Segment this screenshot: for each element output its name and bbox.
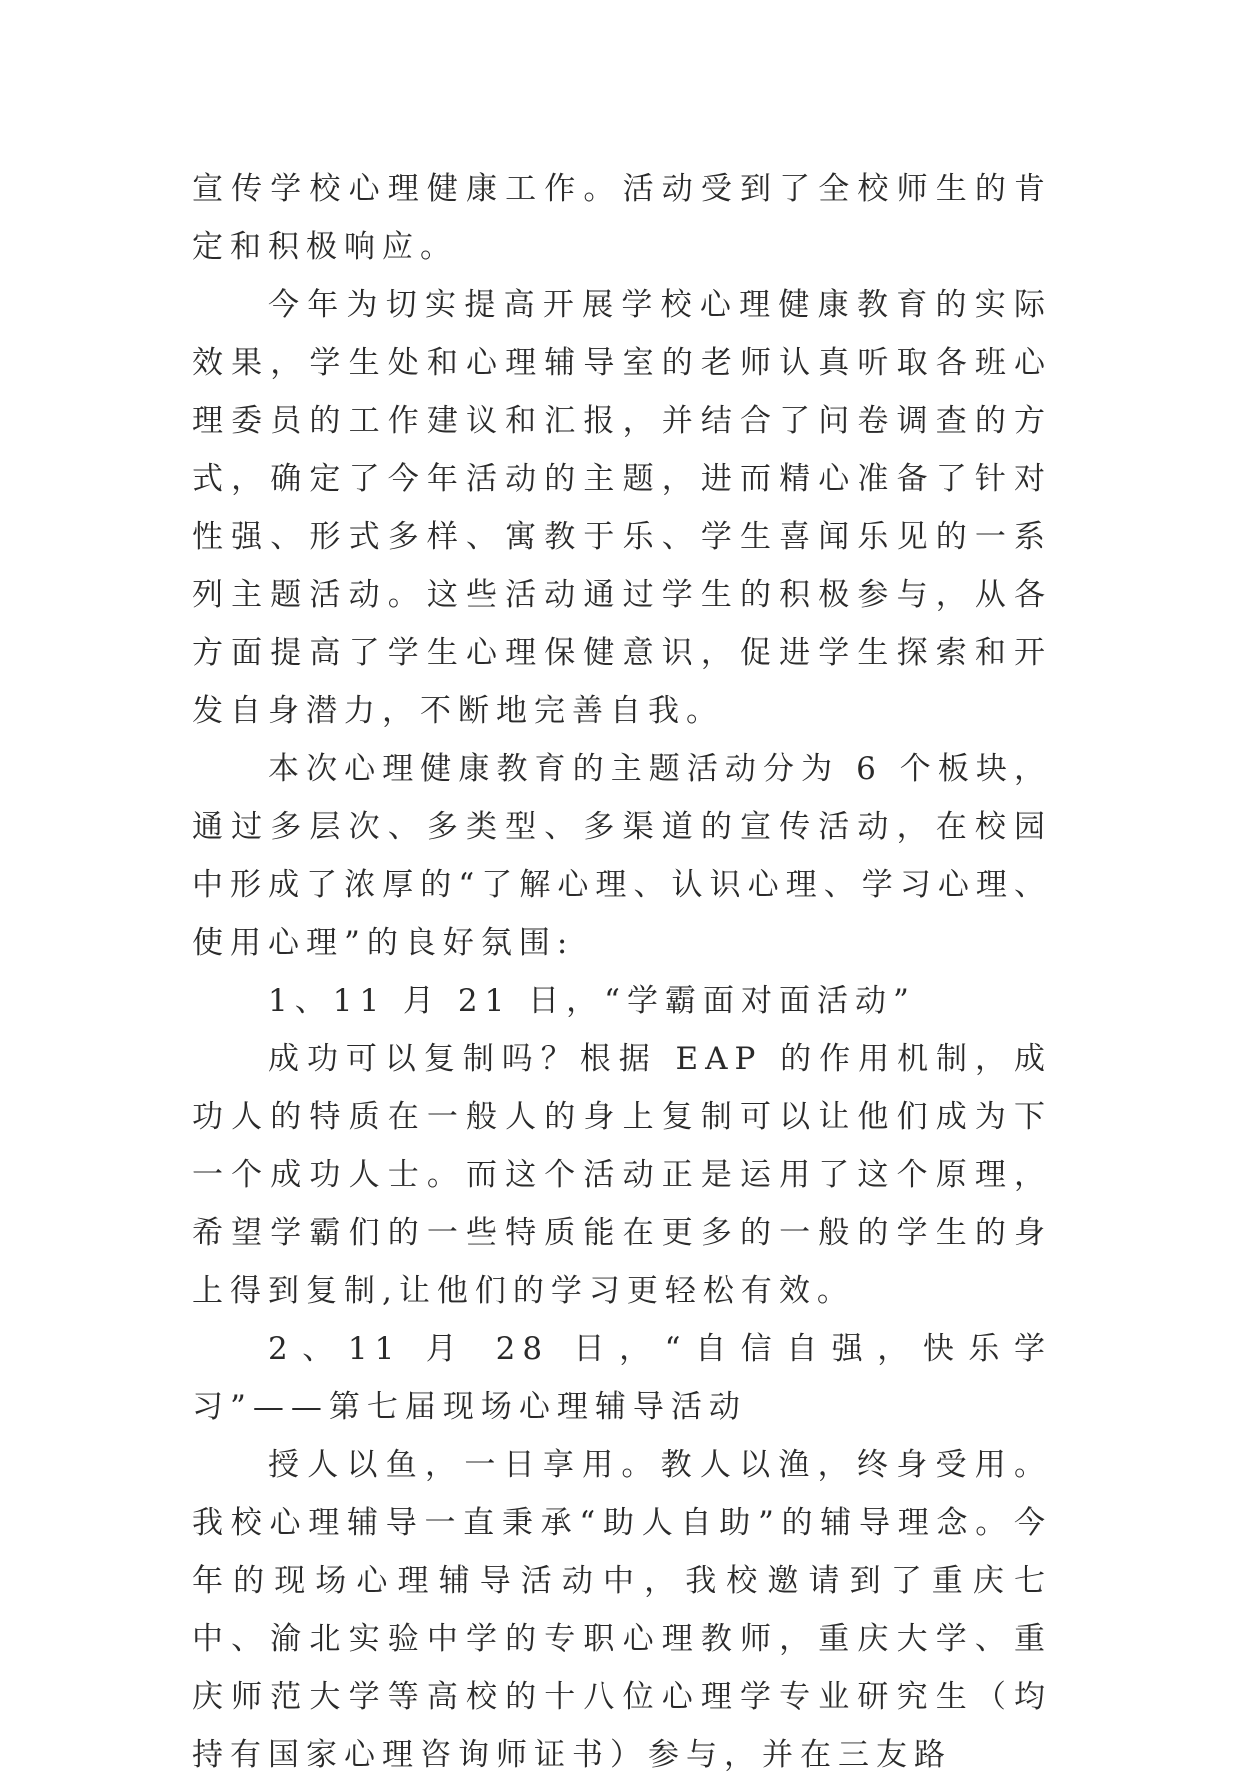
item-2-heading: 2、11 月 28 日，“自信自强，快乐学习”——第七届现场心理辅导活动: [192, 1331, 1052, 1425]
paragraph-overview: 本次心理健康教育的主题活动分为 6 个板块，通过多层次、多类型、多渠道的宣传活动，在校园中形成了浓厚的“了解心理、认识心理、学习心理、使用心理”的良好氛围:: [192, 751, 1052, 961]
document-body: [192, 160, 1052, 1784]
item-1-body: 成功可以复制吗？根据 EAP 的作用机制，成功人的特质在一般人的身上复制可以让他们成为下一个成功人士。而这个活动正是运用了这个原理，希望学霸们的一些特质能在更多的一般的学生的身上得到复制,让他们的学习更轻松有效。: [192, 1041, 1052, 1309]
paragraph-continuation: 宣传学校心理健康工作。活动受到了全校师生的肯定和积极响应。: [192, 171, 1052, 265]
item-2-body: 授人以鱼，一日享用。教人以渔，终身受用。我校心理辅导一直秉承“助人自助”的辅导理念。今年的现场心理辅导活动中，我校邀请到了重庆七中、渝北实验中学的专职心理教师，重庆大学、重庆师范大学等高校的十八位心理学专业研究生（均持有国家心理咨询师证书）参与，并在三友路: [192, 1447, 1052, 1773]
item-1-heading: 1、11 月 21 日，“学霸面对面活动”: [268, 983, 916, 1019]
paragraph-intro: 今年为切实提高开展学校心理健康教育的实际效果，学生处和心理辅导室的老师认真听取各班心理委员的工作建议和汇报，并结合了问卷调查的方式，确定了今年活动的主题，进而精心准备了针对性强、形式多样、寓教于乐、学生喜闻乐见的一系列主题活动。这些活动通过学生的积极参与，从各方面提高了学生心理保健意识，促进学生探索和开发自身潜力，不断地完善自我。: [192, 287, 1052, 729]
